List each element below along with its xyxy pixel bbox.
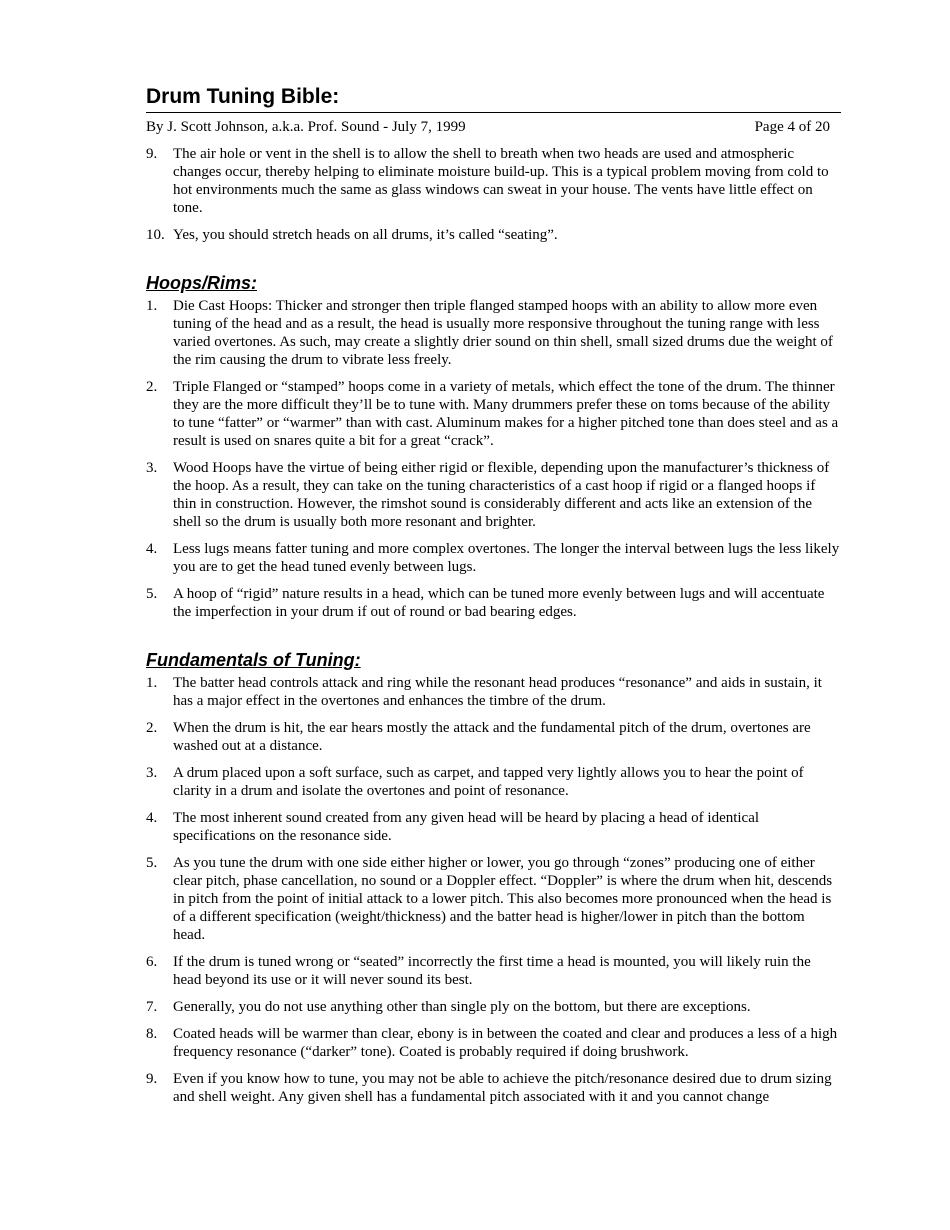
list-item — [146, 1070, 840, 1106]
list-item — [146, 459, 840, 531]
list-item — [146, 297, 840, 369]
item-number: 10. — [146, 227, 165, 243]
item-text: A drum placed upon a soft surface, such as carpet, and tapped very lightly allows you to hear the point of clarity in a drum and isolate the overtones and point of resonance. — [173, 765, 804, 799]
item-number: 9. — [146, 1071, 158, 1087]
item-text: Coated heads will be warmer than clear, ebony is in between the coated and clear and produces a less of a high frequency resonance (“darker” tone). Coated is probably required if doing brushwork. — [173, 1026, 838, 1060]
item-number: 4. — [146, 541, 158, 557]
list-item — [146, 998, 840, 1016]
item-number: 2. — [146, 379, 158, 395]
list-item — [146, 585, 840, 621]
author-byline: By J. Scott Johnson, a.k.a. Prof. Sound - July 7, 1999 — [146, 119, 466, 135]
item-number: 9. — [146, 146, 158, 162]
item-number: 1. — [146, 298, 158, 314]
item-text: Less lugs means fatter tuning and more complex overtones. The longer the interval between lugs the less likely you are to get the head tuned evenly between lugs. — [173, 541, 840, 575]
item-text: Yes, you should stretch heads on all drums, it’s called “seating”. — [173, 227, 558, 243]
item-text: When the drum is hit, the ear hears mostly the attack and the fundamental pitch of the drum, overtones are washed out at a distance. — [173, 720, 811, 754]
item-number: 8. — [146, 1026, 158, 1042]
item-text: If the drum is tuned wrong or “seated” incorrectly the first time a head is mounted, you will likely ruin the head beyond its use or it will never sound its best. — [173, 954, 811, 988]
item-number: 4. — [146, 810, 158, 826]
fundamentals-list — [146, 674, 840, 1106]
list-item — [146, 809, 840, 845]
item-text: Triple Flanged or “stamped” hoops come in a variety of metals, which effect the tone of the drum. The thinner they are the more difficult they’ll be to tune with. Many drummers prefer these on toms because of the ability to tune “fatter” or “warmer” than with cast. Aluminum makes for a higher pitched tone than does steel and as a result is used on snares quite a bit for a great “crack”. — [173, 379, 839, 449]
list-item — [146, 1025, 840, 1061]
list-item — [146, 953, 840, 989]
item-text: The air hole or vent in the shell is to allow the shell to breath when two heads are used and atmospheric changes occur, thereby helping to eliminate moisture build-up. This is a typical problem moving from cold to hot environments much the same as glass windows can sweat in your house. The vents have little effect on tone. — [173, 146, 829, 216]
list-item — [146, 145, 840, 217]
section-heading-hoops: Hoops/Rims: — [146, 273, 258, 293]
list-item — [146, 719, 840, 755]
document-title: Drum Tuning Bible: — [146, 85, 340, 108]
item-number: 7. — [146, 999, 158, 1015]
list-item — [146, 854, 840, 944]
intro-list — [146, 145, 840, 244]
item-text: Wood Hoops have the virtue of being either rigid or flexible, depending upon the manufacturer’s thickness of the hoop. As a result, they can take on the tuning characteristics of a cast hoop if rigid or a flanged hoops if thin in construction. However, the rimshot sound is considerably different and acts like an extension of the shell so the drum is usually both more resonant and brighter. — [173, 460, 830, 530]
list-item — [146, 764, 840, 800]
item-number: 2. — [146, 720, 158, 736]
page-number: Page 4 of 20 — [754, 119, 830, 135]
item-text: The most inherent sound created from any given head will be heard by placing a head of identical specifications on the resonance side. — [173, 810, 760, 844]
page-header — [146, 118, 830, 136]
item-number: 1. — [146, 675, 158, 691]
section-heading-fundamentals: Fundamentals of Tuning: — [146, 650, 361, 670]
item-text: As you tune the drum with one side either higher or lower, you go through “zones” producing one of either clear pitch, phase cancellation, no sound or a Doppler effect. “Doppler” is where the drum when hit, descends in pitch from the point of initial attack to a lower pitch. This also becomes more pronounced when the head is of a different specification (weight/thickness) and the batter head is higher/lower in pitch than the bottom head. — [173, 855, 833, 943]
item-text: Generally, you do not use anything other than single ply on the bottom, but there are exceptions. — [173, 999, 751, 1015]
document-body — [146, 145, 840, 1115]
item-text: Die Cast Hoops: Thicker and stronger then triple flanged stamped hoops with an ability to allow more even tuning of the head and as a result, the head is usually more responsive throughout the tuning range with less varied overtones. As such, may create a slightly drier sound on thin shell, small sized drums due the weight of the rim causing the drum to vibrate less freely. — [173, 298, 833, 368]
list-item — [146, 226, 840, 244]
header-divider — [146, 112, 841, 113]
item-number: 5. — [146, 586, 158, 602]
item-text: The batter head controls attack and ring while the resonant head produces “resonance” and aids in sustain, it has a major effect in the overtones and enhances the timbre of the drum. — [173, 675, 822, 709]
item-number: 3. — [146, 765, 158, 781]
item-text: Even if you know how to tune, you may not be able to achieve the pitch/resonance desired due to drum sizing and shell weight. Any given shell has a fundamental pitch associated with it and you cannot change — [173, 1071, 832, 1105]
item-text: A hoop of “rigid” nature results in a head, which can be tuned more evenly between lugs and will accentuate the imperfection in your drum if out of round or bad bearing edges. — [173, 586, 825, 620]
hoops-list — [146, 297, 840, 621]
list-item — [146, 540, 840, 576]
item-number: 5. — [146, 855, 158, 871]
item-number: 6. — [146, 954, 158, 970]
item-number: 3. — [146, 460, 158, 476]
list-item — [146, 674, 840, 710]
list-item — [146, 378, 840, 450]
